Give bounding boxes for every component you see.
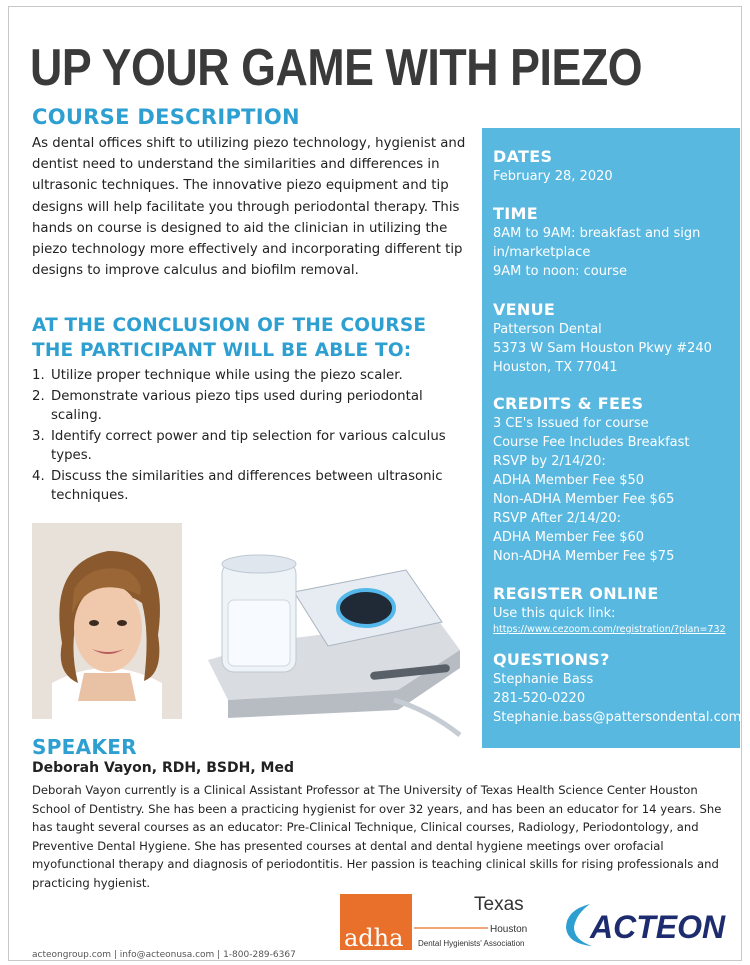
venue-section	[493, 300, 712, 377]
venue-line: 5373 W Sam Houston Pkwy #240	[493, 341, 712, 356]
contact-name: Stephanie Bass	[493, 672, 594, 687]
venue-line: Patterson Dental	[493, 322, 602, 337]
adha-logo	[340, 892, 550, 952]
list-item-text: Demonstrate various piezo tips used during periodontal scaling.	[51, 389, 423, 423]
adha-logo-graphic	[340, 892, 550, 952]
time-line: in/marketplace	[493, 245, 591, 260]
adha-mark-text: adha	[344, 924, 404, 952]
acteon-logo	[560, 900, 738, 950]
dates-heading: DATES	[493, 147, 553, 166]
list-item-text: Identify correct power and tip selection for various calculus types.	[51, 429, 446, 463]
register-line: Use this quick link:	[493, 606, 616, 621]
speaker-heading: SPEAKER	[32, 735, 137, 759]
credits-line: RSVP by 2/14/20:	[493, 454, 606, 469]
list-item-text: Utilize proper technique while using the piezo scaler.	[51, 368, 403, 383]
registration-link[interactable]: https://www.cezoom.com/registration/?plan=732	[493, 624, 726, 635]
credits-line: ADHA Member Fee $50	[493, 473, 645, 488]
piezo-device-photo	[198, 540, 468, 740]
time-line: 9AM to noon: course	[493, 264, 628, 279]
credits-fees-section	[493, 394, 690, 566]
footer-contact: acteongroup.com | info@acteonusa.com | 1-800-289-6367	[32, 950, 296, 960]
acteon-logo-graphic	[560, 900, 738, 950]
list-item-text: Discuss the similarities and differences between ultrasonic techniques.	[51, 469, 443, 503]
time-line: 8AM to 9AM: breakfast and sign	[493, 226, 701, 241]
credits-line: RSVP After 2/14/20:	[493, 511, 621, 526]
credits-line: ADHA Member Fee $60	[493, 530, 645, 545]
page-title: UP YOUR GAME WITH PIEZO	[30, 39, 643, 97]
credits-fees-heading: CREDITS & FEES	[493, 394, 644, 413]
speaker-bio: Deborah Vayon currently is a Clinical Assistant Professor at The University of Texas Health Science Center Houston School of Dentistry. She has been a practicing hygienist for over 32 years, and has been an educator for 14 years. She has taught several courses as an educator: Pre-Clinical Technique, Clinical courses, Radiology, Periodontology, and Preventive Dental Hygiene. She has presented courses at dental and dental hygiene meetings over orofacial myofunctional therapy and diagnosis of periodontitis. Her passion is teaching clinical skills for rising professionals and practicing hygienist.	[32, 783, 722, 890]
list-number: 3.	[32, 429, 45, 444]
list-number: 2.	[32, 389, 45, 404]
register-heading: REGISTER ONLINE	[493, 584, 659, 603]
acteon-wordmark: ACTEON	[590, 909, 726, 945]
list-item	[32, 366, 477, 385]
list-number: 4.	[32, 469, 45, 484]
list-item	[32, 467, 477, 505]
venue-line: Houston, TX 77041	[493, 360, 618, 375]
time-heading: TIME	[493, 204, 538, 223]
contact-email[interactable]: Stephanie.bass@pattersondental.com	[493, 710, 742, 725]
dates-value: February 28, 2020	[493, 169, 613, 184]
list-item	[32, 427, 477, 465]
course-description-heading: COURSE DESCRIPTION	[32, 105, 300, 129]
objectives-heading: AT THE CONCLUSION OF THE COURSE THE PARTICIPANT WILL BE ABLE TO:	[32, 315, 427, 361]
questions-section	[493, 650, 741, 727]
piezo-device-graphic	[198, 540, 468, 740]
dates-section	[493, 147, 613, 186]
speaker-name: Deborah Vayon, RDH, BSDH, Med	[32, 760, 294, 776]
speaker-portrait-graphic	[32, 523, 182, 719]
adha-state-text: Texas	[474, 894, 524, 915]
speaker-photo	[32, 523, 182, 719]
questions-heading: QUESTIONS?	[493, 650, 610, 669]
adha-org-text: Dental Hygienists' Association	[418, 939, 525, 948]
event-details-sidebar	[482, 128, 740, 748]
credits-line: Course Fee Includes Breakfast	[493, 435, 690, 450]
adha-chapter-text: Houston	[490, 924, 528, 935]
contact-phone: 281-520-0220	[493, 691, 586, 706]
credits-line: Non-ADHA Member Fee $75	[493, 549, 675, 564]
credits-line: Non-ADHA Member Fee $65	[493, 492, 675, 507]
objectives-list	[32, 366, 477, 507]
list-number: 1.	[32, 368, 45, 383]
list-item	[32, 387, 477, 425]
venue-heading: VENUE	[493, 300, 556, 319]
register-section	[493, 584, 726, 637]
time-section	[493, 204, 700, 281]
course-description-text: As dental offices shift to utilizing piezo technology, hygienist and dentist need to understand the similarities and differences in ultrasonic techniques. The innovative piezo equipment and tip designs will help facilitate you through periodontal therapy. This hands on course is designed to aid the clinician in utilizing the piezo technology more effectively and incorporating different tip designs to improve calculus and biofilm removal.	[32, 136, 466, 279]
credits-line: 3 CE's Issued for course	[493, 416, 649, 431]
